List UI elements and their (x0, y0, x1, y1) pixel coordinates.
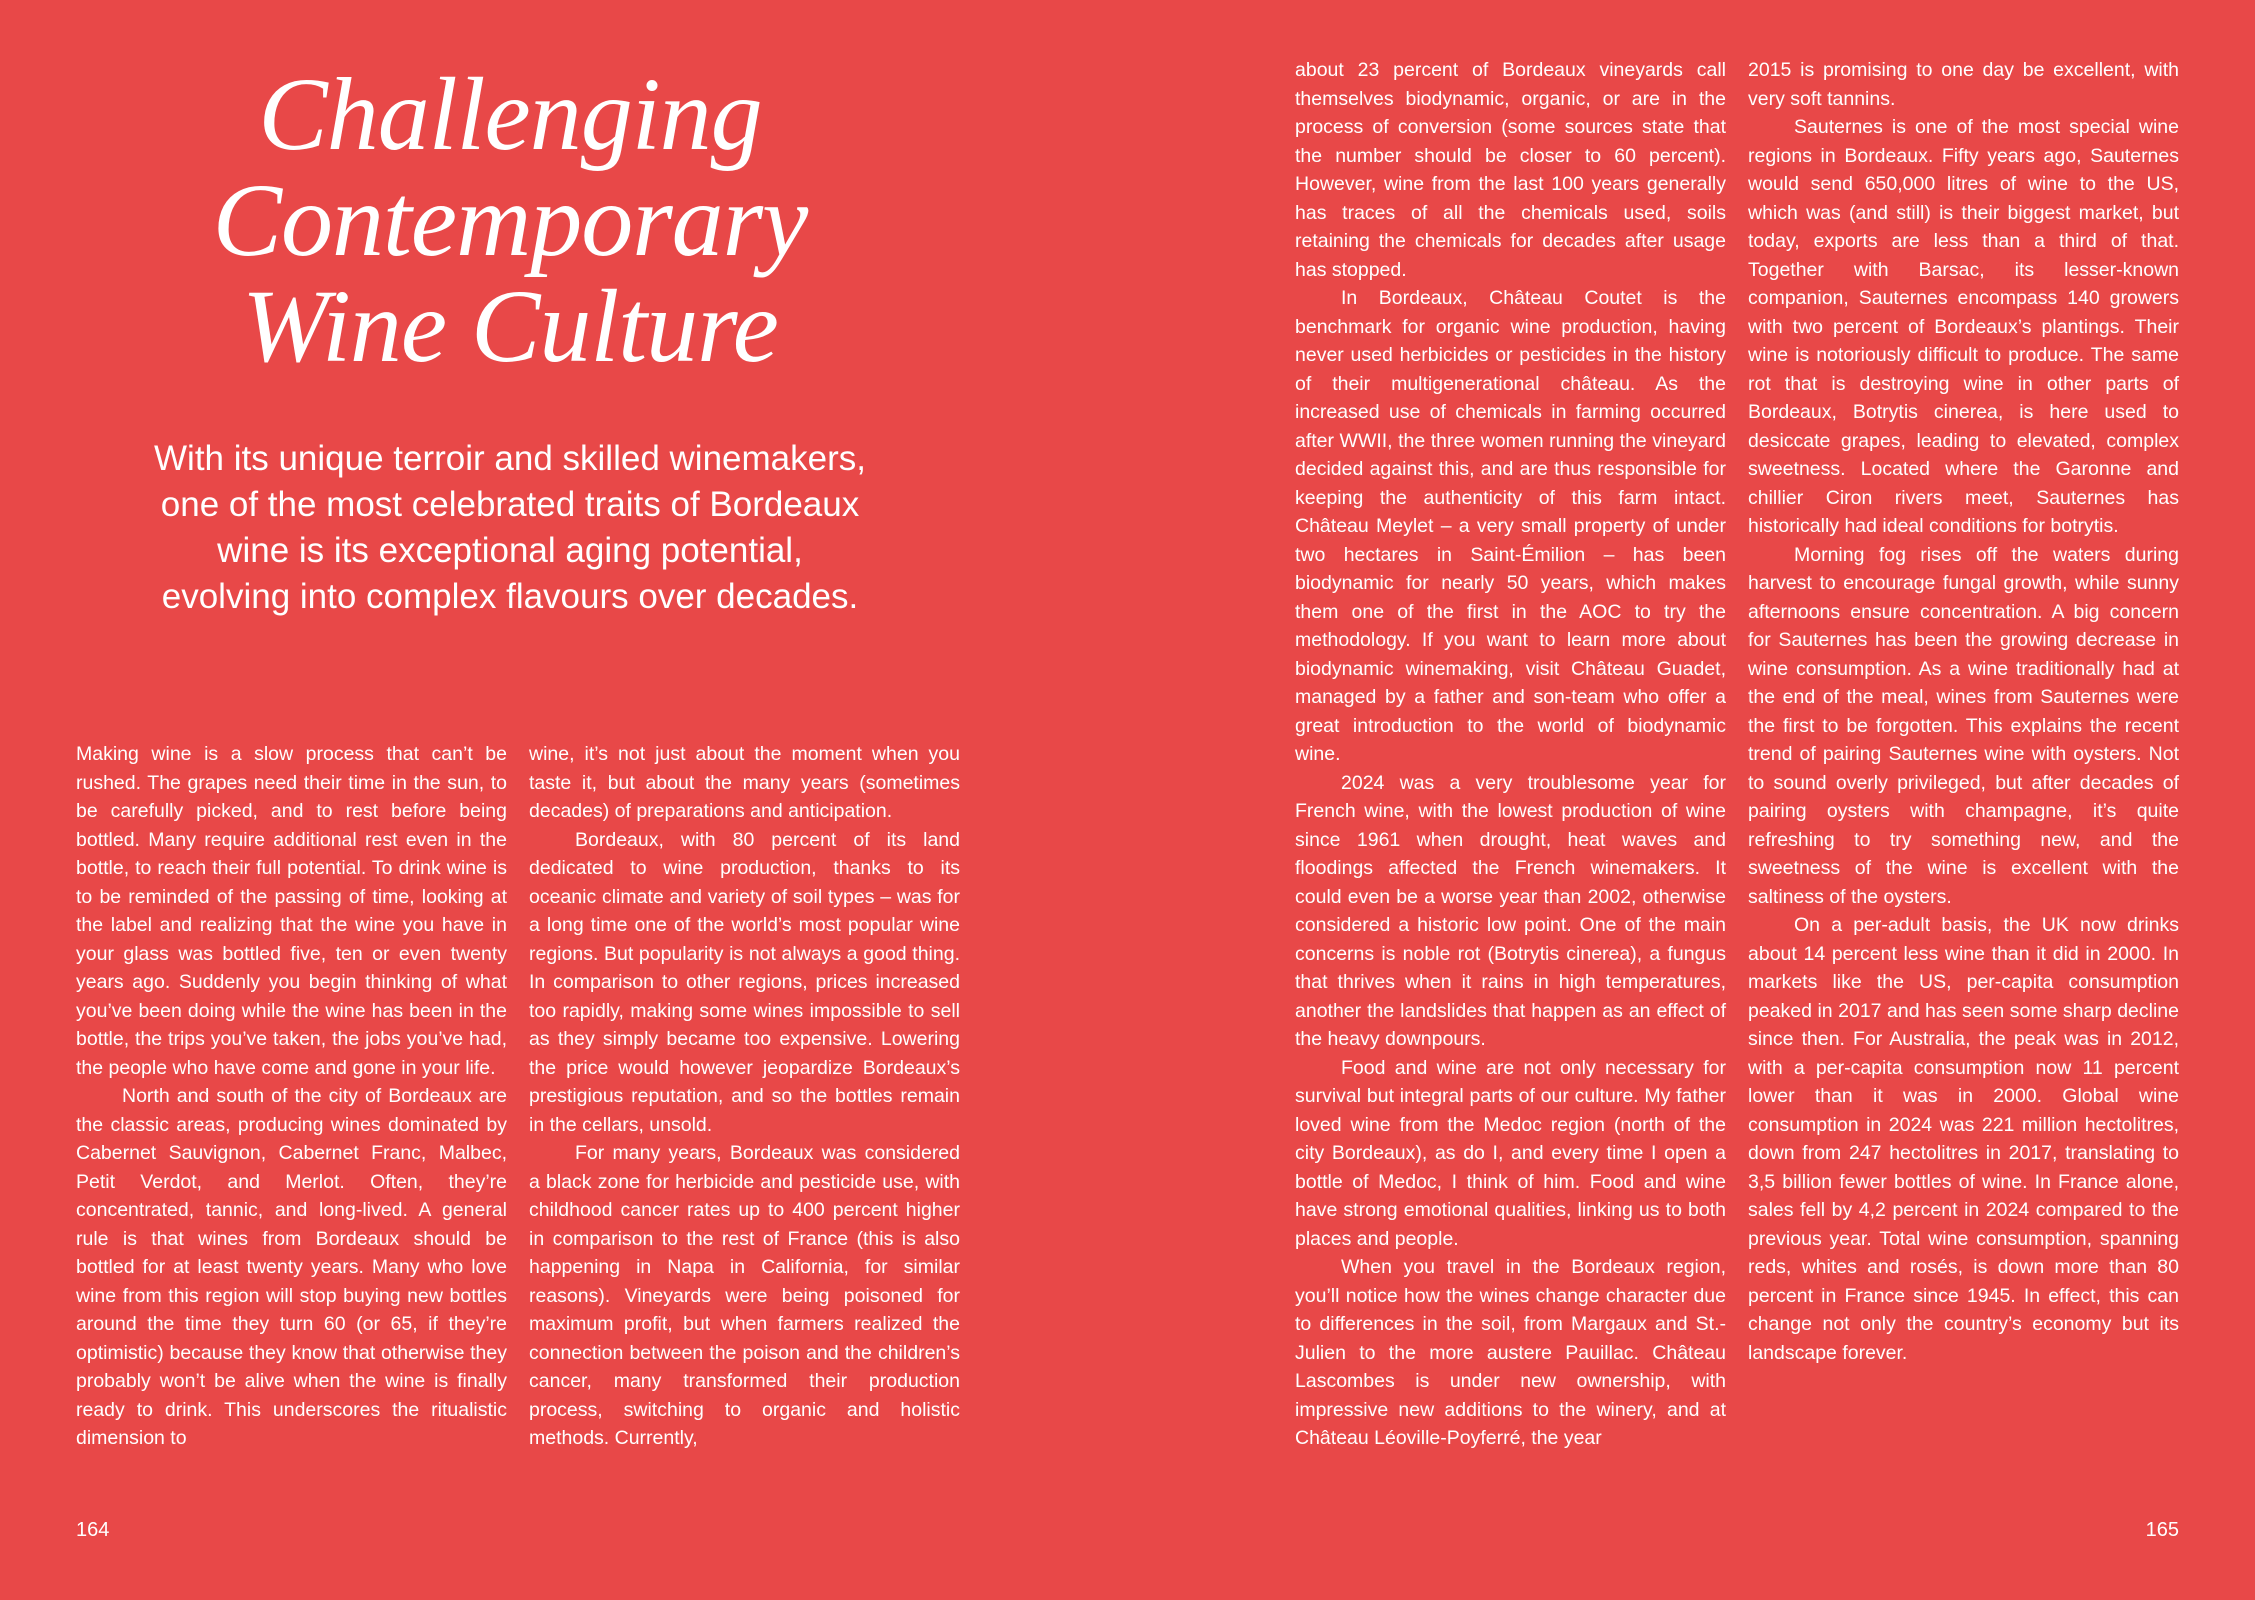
body-paragraph: For many years, Bordeaux was considered a black zone for herbicide and pesticide use, with childhood cancer rates up to 400 percent higher in comparison to the rest of France (this is also happening in Napa in California, for similar reasons). Vineyards were being poisoned for maximum profit, but when farmers realized the connection between the poison and the children’s cancer, many transformed their production process, switching to organic and holistic methods. Currently, (529, 1142, 960, 1449)
body-paragraph: Food and wine are not only necessary for survival but integral parts of our culture. My father loved wine from the Medoc region (north of the city Bordeaux), as do I, and every time I open a bottle of Medoc, I think of him. Food and wine have strong emotional qualities, linking us to both places and people. (1295, 1056, 1726, 1250)
article-title (130, 57, 890, 384)
body-column-2 (529, 740, 960, 1453)
page-number-left: 164 (76, 1519, 110, 1541)
body-paragraph: In Bordeaux, Château Coutet is the benchmark for organic wine production, having never used herbicides or pesticides in the history of their multigenerational château. As the increased use of chemicals in farming occurred after WWII, the three women running the vineyard decided against this, and are thus responsible for keeping the authenticity of this farm intact. Château Meylet – a very small property of under two hectares in Saint-Émilion – has been biodynamic for nearly 50 years, which makes them one of the first in the AOC to try the methodology. If you want to learn more about biodynamic winemaking, visit Château Guadet, managed by a father and son-team who offer a great introduction to the world of biodynamic wine. (1295, 287, 1726, 765)
body-column-1 (76, 740, 507, 1453)
body-paragraph: North and south of the city of Bordeaux are the classic areas, producing wines dominated by Cabernet Sauvignon, Cabernet Franc, Malbec, Petit Verdot, and Merlot. Often, they’re concentrated, tannic, and long-lived. A general rule is that wines from Bordeaux should be bottled for at least twenty years. Many who love wine from this region will stop buying new bottles around the time they turn 60 (or 65, if they’re optimistic) because they know that otherwise they probably won’t be alive when the wine is finally ready to drink. This underscores the ritualistic dimension to (76, 1085, 507, 1449)
body-paragraph: On a per-adult basis, the UK now drinks about 14 percent less wine than it did in 2000. In markets like the US, per-capita consumption peaked in 2017 and has seen some sharp decline since then. For Australia, the peak was in 2012, with a per-capita consumption now 11 percent lower than it was in 2000. Global wine consumption in 2024 was 221 million hectolitres, down from 247 hectolitres in 2017, translating to 3,5 billion fewer bottles of wine. In France alone, sales fell by 4,2 percent in 2024 compared to the previous year. Total wine consumption, spanning reds, whites and rosés, is down more than 80 percent in France since 1945. In effect, this can change not only the country’s economy but its landscape forever. (1748, 914, 2179, 1364)
body-paragraph: Morning fog rises off the waters during harvest to encourage fungal growth, while sunny afternoons ensure concentration. A big concern for Sauternes has been the growing decrease in wine consumption. As a wine traditionally had at the end of the meal, wines from Sauternes were the first to be forgotten. This explains the recent trend of pairing Sauternes wine with oysters. Not to sound overly privileged, but after decades of pairing oysters with champagne, it’s quite refreshing to try something new, and the sweetness of the wine is excellent with the saltiness of the oysters. (1748, 543, 2179, 908)
body-paragraph: Bordeaux, with 80 percent of its land dedicated to wine production, thanks to its oceanic climate and variety of soil types – was for a long time one of the world’s most popular wine regions. But popularity is not always a good thing. In comparison to other regions, prices increased too rapidly, making some wines impossible to sell as they simply became too expensive. Lowering the price would however jeopardize Bordeaux’s prestigious reputation, and so the bottles remain in the cellars, unsold. (529, 828, 960, 1136)
page-number-right: 165 (2145, 1519, 2179, 1541)
body-paragraph: Sauternes is one of the most special wine regions in Bordeaux. Fifty years ago, Sauternes would send 650,000 litres of wine to the US, which was (and still) is their biggest market, but today, exports are less than a third of that. Together with Barsac, its lesser-known companion, Sauternes encompass 140 growers with two percent of Bordeaux’s plantings. Their wine is notoriously difficult to produce. The same rot that is destroying wine in other parts of Bordeaux, Botrytis cinerea, is here used to desiccate grapes, leading to elevated, complex sweetness. Located where the Garonne and chillier Ciron rivers meet, Sauternes has historically had ideal conditions for botrytis. (1748, 116, 2179, 537)
title-line: Contemporary (212, 163, 808, 278)
body-column-4 (1748, 56, 2179, 1367)
body-paragraph: about 23 percent of Bordeaux vineyards call themselves biodynamic, organic, or are in the process of conversion (some sources state that the number should be closer to 60 percent). However, wine from the last 100 years generally has traces of all the chemicals used, soils retaining the chemicals for decades after usage has stopped. (1295, 59, 1726, 281)
body-paragraph: wine, it’s not just about the moment when you taste it, but about the many years (sometimes decades) of preparations and anticipation. (529, 743, 960, 822)
title-line: Challenging (258, 57, 762, 172)
body-column-3 (1295, 56, 1726, 1453)
body-paragraph: 2024 was a very troublesome year for French wine, with the lowest production of wine since 1961 when drought, heat waves and floodings affected the French winemakers. It could even be a worse year than 2002, otherwise considered a historic low point. One of the main concerns is noble rot (Botrytis cinerea), a fungus that thrives when it rains in high temperatures, another the landslides that happen as an effect of the heavy downpours. (1295, 771, 1726, 1050)
article-deck: With its unique terroir and skilled winemakers, one of the most celebrated traits of Bordeaux wine is its exceptional aging potential, evolving into complex flavours over decades. (154, 439, 866, 616)
body-paragraph: When you travel in the Bordeaux region, you’ll notice how the wines change character due to differences in the soil, from Margaux and St.-Julien to the more austere Pauillac. Château Lascombes is under new ownership, with impressive new additions to the winery, and at Château Léoville-Poyferré, the year (1295, 1256, 1726, 1449)
title-line: Wine Culture (242, 269, 778, 384)
body-paragraph: Making wine is a slow process that can’t be rushed. The grapes need their time in the sun, to be carefully picked, and to rest before being bottled. Many require additional rest even in the bottle, to reach their full potential. To drink wine is to be reminded of the passing of time, looking at the label and realizing that the wine you have in your glass was bottled five, ten or even twenty years ago. Suddenly you begin thinking of what you’ve been doing while the wine has been in the bottle, the trips you’ve taken, the jobs you’ve had, the people who have come and gone in your life. (76, 743, 507, 1079)
body-paragraph: 2015 is promising to one day be excellent, with very soft tannins. (1748, 59, 2179, 110)
